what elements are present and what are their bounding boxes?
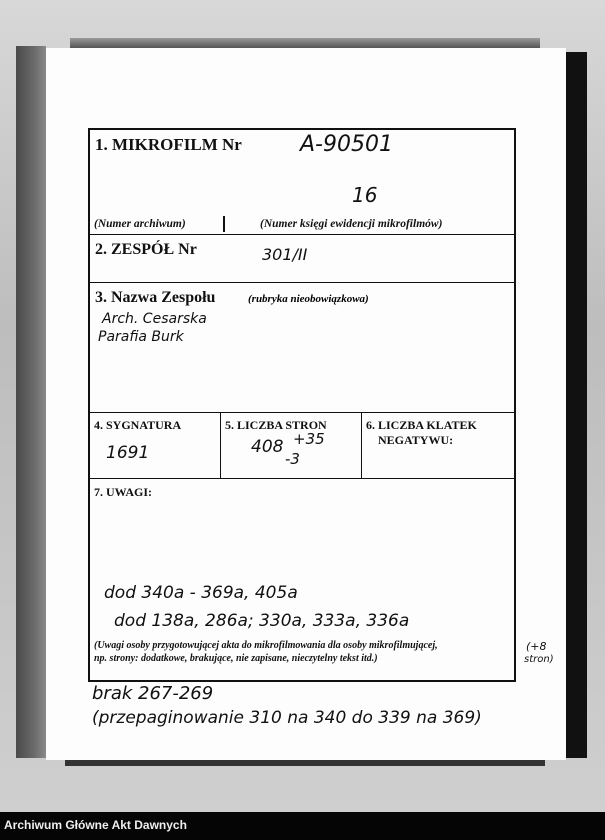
film-edge-left — [16, 46, 46, 758]
remarks-instructions-line1: (Uwagi osoby przygotowującej akta do mikrofilmowania dla osoby mikrofilmującej, — [94, 640, 438, 651]
fonds-number-label: 2. ZESPÓŁ Nr — [95, 241, 197, 258]
section-signature — [90, 413, 221, 478]
microfilm-form — [88, 128, 516, 682]
remarks-side-note-line1: (+8 — [526, 640, 547, 653]
negative-frames-label-line2: NEGATYWU: — [378, 433, 454, 447]
section-page-count — [221, 413, 362, 478]
remarks-side-note-line2: stron) — [524, 654, 554, 665]
remarks-line1: dod 340a - 369a, 405a — [104, 583, 298, 603]
ledger-number-caption: (Numer księgi ewidencji mikrofilmów) — [260, 218, 443, 230]
section-fonds-number — [90, 235, 514, 283]
page-count-minus: -3 — [285, 450, 300, 468]
signature-value: 1691 — [106, 443, 150, 463]
fonds-name-label: 3. Nazwa Zespołu — [95, 289, 216, 306]
section-fonds-name — [90, 283, 514, 413]
ledger-number-value: 16 — [352, 183, 378, 207]
page-count-label: 5. LICZBA STRON — [225, 418, 327, 432]
film-edge-top — [70, 38, 540, 48]
fonds-name-value-line2: Parafia Burk — [98, 329, 184, 345]
microfilm-number-label: 1. MIKROFILM Nr — [95, 135, 242, 154]
microfilm-number-value: A-90501 — [300, 132, 393, 157]
signature-label: 4. SYGNATURA — [94, 418, 182, 432]
section-microfilm-number — [90, 130, 514, 235]
caption-divider — [223, 216, 225, 232]
below-form-line2: (przepaginowanie 310 na 340 do 339 na 369) — [92, 708, 482, 728]
fonds-number-value: 301/II — [262, 245, 308, 264]
remarks-label: 7. UWAGI: — [94, 485, 153, 499]
archive-number-caption: (Numer archiwum) — [94, 218, 186, 230]
fonds-name-value-line1: Arch. Cesarska — [102, 311, 207, 327]
institution-name: Archiwum Główne Akt Dawnych — [4, 818, 187, 832]
section-details-row — [90, 413, 514, 479]
footer-bar — [0, 812, 605, 840]
section-negative-frames — [362, 413, 514, 478]
film-edge-right — [565, 52, 587, 758]
remarks-line2: dod 138a, 286a; 330a, 333a, 336a — [114, 611, 410, 631]
page-count-value: 408 — [251, 437, 284, 457]
remarks-instructions-line2: np. strony: dodatkowe, brakujące, nie zapisane, nieczytelny tekst itd.) — [94, 653, 378, 664]
section-remarks — [90, 479, 514, 682]
below-form-line1: brak 267-269 — [92, 683, 214, 704]
page-count-plus: +35 — [293, 430, 325, 448]
fonds-name-optional-note: (rubryka nieobowiązkowa) — [248, 293, 369, 305]
negative-frames-label-line1: 6. LICZBA KLATEK — [366, 418, 477, 432]
